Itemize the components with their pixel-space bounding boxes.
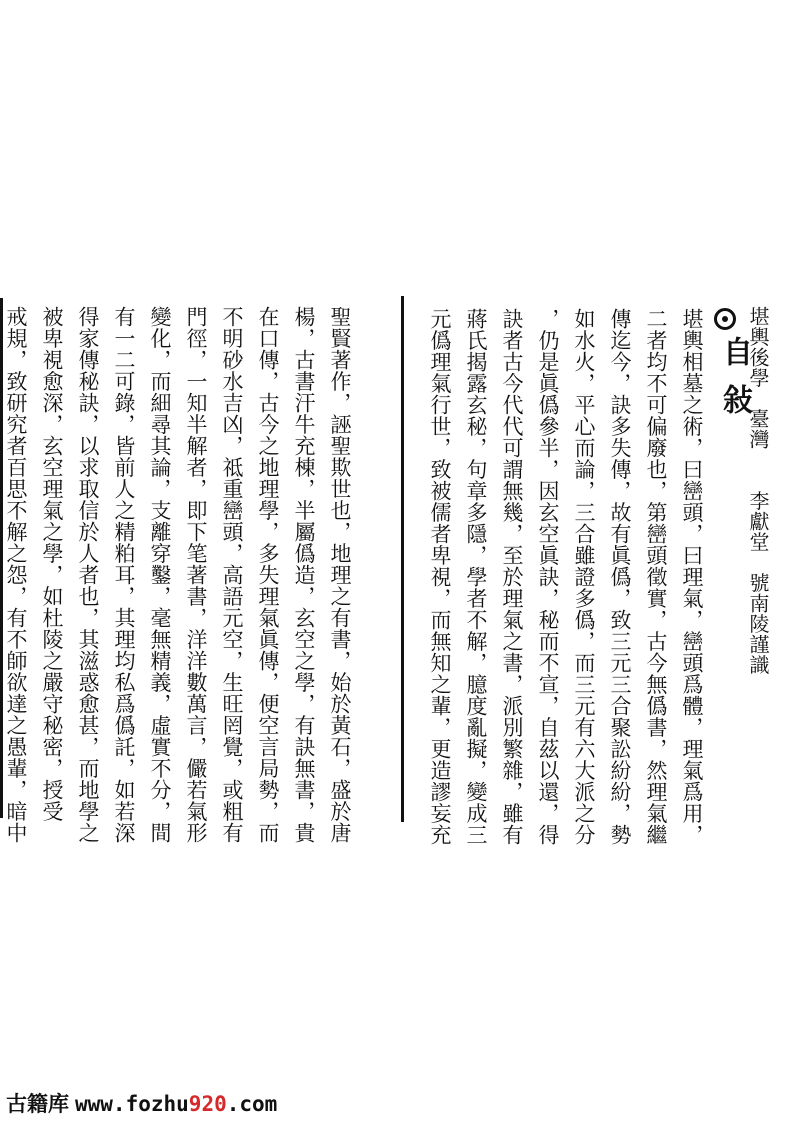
text-column: 戒規，致研究者百思不解之怨，有不師欲達之愚輩，暗中 xyxy=(4,306,28,844)
chapter-title: 自敍 xyxy=(717,336,752,432)
site-url-suffix: .com xyxy=(226,1092,278,1116)
text-column: 如水火，平心而論，三合雖證多僞，而三元有六大派之分 xyxy=(572,308,596,846)
text-column: 得家傳秘訣，以求取信於人者也，其滋惑愈甚，而地學之 xyxy=(76,306,100,844)
site-watermark xyxy=(6,1088,277,1118)
text-column: 被卑視愈深，玄空理氣之學，如杜陵之嚴守秘密，授受 xyxy=(40,306,64,822)
text-column: 楊，古書汗牛充棟，半屬僞造，玄空之學，有訣無書，貴 xyxy=(292,306,316,844)
text-column: 變化，而細尋其論，支離穿鑿，毫無精義，虛實不分，間 xyxy=(148,306,172,844)
text-column: 在口傳，古今之地理學，多失理氣眞傳，便空言局勢，而 xyxy=(256,306,280,844)
text-column: 門徑，一知半解者，即下笔著書，洋洋數萬言，儼若氣形 xyxy=(184,306,208,844)
site-url-number: 920 xyxy=(188,1092,227,1116)
text-column: 有一二可錄，皆前人之精粕耳，其理均私爲僞託，如若深 xyxy=(112,306,136,844)
text-column: 元僞理氣行世，致被儒者卑視，而無知之輩，更造謬妄充 xyxy=(428,308,452,846)
site-url-prefix: www.fozhu xyxy=(75,1092,189,1116)
text-column: 二者均不可偏廢也，第巒頭徵實，古今無僞書，然理氣繼 xyxy=(644,308,668,846)
text-column: 蔣氏揭露玄秘，句章多隱，學者不解，臆度亂擬，變成三 xyxy=(464,308,488,846)
text-column: 堪輿相墓之術，曰巒頭，曰理氣，巒頭爲體，理氣爲用， xyxy=(680,308,704,846)
bullet-circle-icon xyxy=(714,308,736,330)
text-column: 傳迄今，訣多失傳，故有眞僞，致三元三合聚訟紛紛，勢 xyxy=(608,308,632,846)
site-name: 古籍库 xyxy=(6,1092,69,1116)
text-column: 不明砂水吉凶，祗重巒頭，高語元空，生旺罔覺，或粗有 xyxy=(220,306,244,844)
text-column: 訣者古今代代可謂無幾，至於理氣之書，派別繁雜，雖有 xyxy=(500,308,524,846)
text-column: 聖賢著作，誣聖欺世也，地理之有書，始於黃石，盛於唐 xyxy=(328,306,352,844)
author-line: 堪輿後學 臺灣 李獻堂 號南陵謹識 xyxy=(746,306,770,675)
book-spine-center-fold xyxy=(401,296,404,822)
text-column: ，仍是眞僞參半，因玄空眞訣，秘而不宣，自茲以還，得 xyxy=(536,308,560,846)
